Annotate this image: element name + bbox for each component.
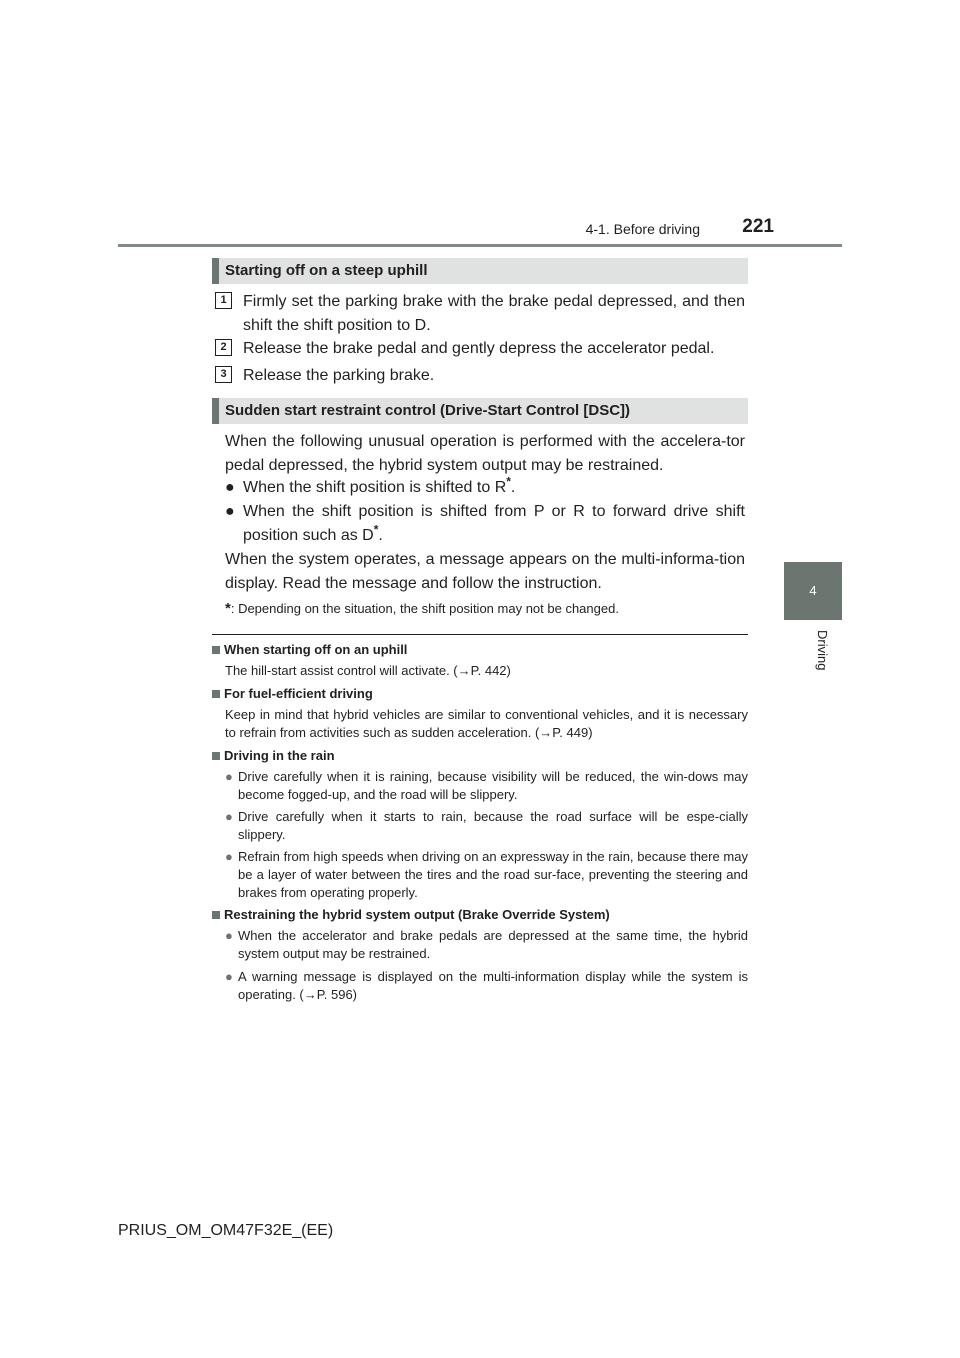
note-text: Keep in mind that hybrid vehicles are similar to conventional vehicles, and it is necessary to refrain from activities such as sudden acceleration. (→P. 449)	[225, 707, 748, 740]
heading-marker	[212, 258, 219, 284]
heading-text: Sudden start restraint control (Drive-Start Control [DSC])	[225, 402, 631, 419]
dsc-outro: When the system operates, a message appears on the multi-informa-tion display. Read the message and follow the instruction.	[225, 551, 745, 592]
note-heading: When starting off on an uphill	[212, 642, 407, 657]
bullet-dot: ●	[225, 969, 233, 984]
document-id: PRIUS_OM_OM47F32E_(EE)	[118, 1222, 334, 1239]
bullet-dot: ●	[225, 809, 233, 824]
step-text: Release the brake pedal and gently depress the accelerator pedal.	[243, 340, 715, 357]
note-heading: For fuel-efficient driving	[212, 686, 373, 701]
section-title: 4-1. Before driving	[585, 221, 700, 237]
square-bullet-icon	[212, 690, 220, 698]
chapter-tab: 4	[784, 562, 842, 620]
chapter-label	[806, 630, 830, 690]
bullet-dot: ●	[225, 849, 233, 864]
page-number: 221	[742, 216, 774, 237]
step-number: 1	[215, 292, 232, 309]
bullet-dot: ●	[225, 769, 233, 784]
note-heading: Restraining the hybrid system output (Brake Override System)	[212, 907, 610, 922]
bullet-text: When the shift position is shifted to R*.	[243, 474, 516, 496]
bullet-dot: ●	[225, 928, 233, 943]
bullet-dot: ●	[225, 479, 235, 496]
note-text: The hill-start assist control will activate. (→P. 442)	[225, 663, 511, 678]
heading-marker	[212, 398, 219, 424]
note-bullet-text: Drive carefully when it starts to rain, because the road surface will be espe-cially slippery.	[238, 809, 748, 842]
dsc-intro: When the following unusual operation is performed with the accelera-tor pedal depressed, the hybrid system output may be restrained.	[225, 433, 745, 474]
note-bullet-text: When the accelerator and brake pedals are depressed at the same time, the hybrid system output may be restrained.	[238, 928, 748, 961]
footnote-mark: *	[225, 600, 231, 617]
step-number: 2	[215, 339, 232, 356]
step-text: Release the parking brake.	[243, 367, 435, 384]
footnote-text: : Depending on the situation, the shift position may not be changed.	[230, 601, 619, 616]
heading-text: Starting off on a steep uphill	[225, 262, 428, 279]
note-bullet-text: Refrain from high speeds when driving on an expressway in the rain, because there may be a layer of water between the tires and the road sur-face, preventing the steering and brakes from operating properly.	[238, 849, 748, 900]
section-heading-uphill	[212, 258, 748, 284]
bullet-text: When the shift position is shifted from P or R to forward drive shift position such as D*.	[243, 503, 745, 544]
note-bullet-text: A warning message is displayed on the multi-information display while the system is operating. (→P. 596)	[238, 969, 748, 1002]
footnote	[225, 600, 745, 618]
notes-divider	[212, 634, 748, 635]
section-heading-dsc	[212, 398, 748, 424]
note-heading: Driving in the rain	[212, 748, 335, 763]
square-bullet-icon	[212, 911, 220, 919]
square-bullet-icon	[212, 646, 220, 654]
step-text: Firmly set the parking brake with the brake pedal depressed, and then shift the shift position to D.	[243, 293, 745, 334]
note-bullet-text: Drive carefully when it is raining, because visibility will be reduced, the win-dows may become fogged-up, and the road will be slippery.	[238, 769, 748, 802]
chapter-label-text: Driving	[815, 630, 830, 671]
header-rule	[118, 244, 842, 247]
step-number: 3	[215, 366, 232, 383]
square-bullet-icon	[212, 752, 220, 760]
bullet-dot: ●	[225, 503, 235, 520]
